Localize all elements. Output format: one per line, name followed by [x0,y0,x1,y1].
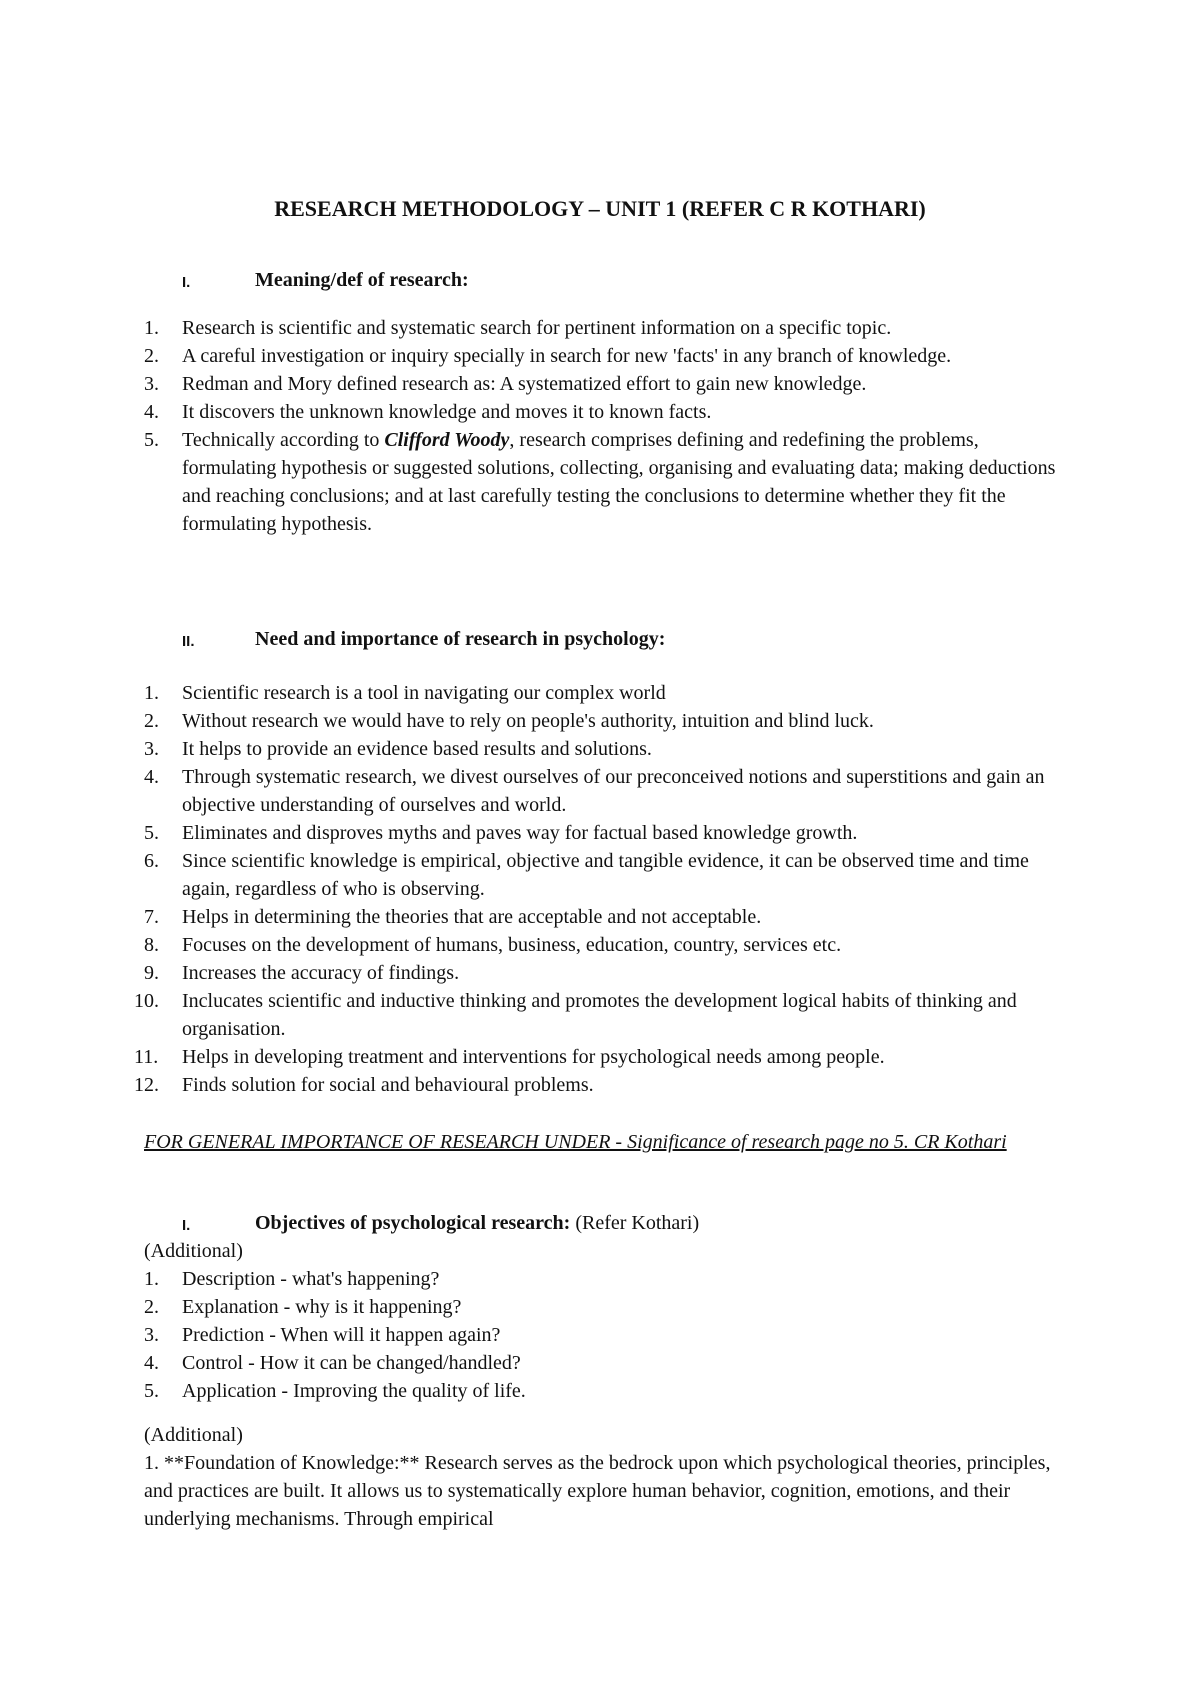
list-item [144,903,1074,931]
list-number: 4. [144,766,159,788]
list-text: Eliminates and disproves myths and paves way for factual based knowledge growth. [182,822,858,844]
list-item [144,959,1074,987]
list-item [144,314,1074,342]
list-number: 1. [144,317,159,339]
list-text: Focuses on the development of humans, business, education, country, services etc. [182,934,842,956]
list-item [144,763,1074,819]
list-item [144,1377,1074,1405]
list-text: Finds solution for social and behavioural problems. [182,1074,594,1096]
list-number: 9. [144,962,159,984]
list-item [144,398,1074,426]
objectives-list [144,1265,1074,1405]
list-text: Since scientific knowledge is empirical, objective and tangible evidence, it can be observed time and time again, regardless of who is observing. [182,850,1029,900]
foundation-paragraph: 1. **Foundation of Knowledge:** Research serves as the bedrock upon which psychological theories, principles, and practices are built. It allows us to systematically explore human behavior, cognition, emotions, and their underlying mechanisms. Through empirical [144,1452,1051,1530]
meaning-list [144,314,1074,538]
document-title: RESEARCH METHODOLOGY – UNIT 1 (REFER C R KOTHARI) [274,196,926,221]
list-number: 5. [144,429,159,451]
list-text: It helps to provide an evidence based results and solutions. [182,738,652,760]
list-text: Research is scientific and systematic search for pertinent information on a specific topic. [182,317,892,339]
additional-label: (Additional) [144,1424,243,1446]
section-heading-text: Objectives of psychological research: [255,1212,571,1234]
author-name-emphasis: Clifford Woody [384,429,510,451]
list-number: 11. [134,1046,159,1068]
list-item [144,707,1074,735]
need-list [134,679,1074,1099]
list-text: Explanation - why is it happening? [182,1296,462,1318]
list-number: 2. [144,345,159,367]
list-text: A careful investigation or inquiry specially in search for new 'facts' in any branch of knowledge. [182,345,952,367]
list-number: 4. [144,401,159,423]
list-item [144,1265,1074,1293]
list-number: 12. [134,1074,159,1096]
list-text: Prediction - When will it happen again? [182,1324,501,1346]
list-text: Without research we would have to rely on people's authority, intuition and blind luck. [182,710,874,732]
general-importance-note: FOR GENERAL IMPORTANCE OF RESEARCH UNDER - Significance of research page no 5. CR Kothari [144,1131,1007,1153]
list-item [134,1071,1074,1099]
list-text: Description - what's happening? [182,1268,440,1290]
list-item [144,342,1074,370]
additional-label: (Additional) [144,1240,243,1262]
list-number: 2. [144,1296,159,1318]
section-heading-note: (Refer Kothari) [570,1212,700,1234]
list-number: 7. [144,906,159,928]
list-text: Helps in developing treatment and interventions for psychological needs among people. [182,1046,885,1068]
section-roman-numeral: I. [182,1217,191,1234]
list-number: 3. [144,738,159,760]
section-heading-text: Need and importance of research in psychology: [255,628,666,650]
list-number: 2. [144,710,159,732]
list-text: Increases the accuracy of findings. [182,962,460,984]
section-roman-numeral: I. [182,274,191,291]
list-item [144,931,1074,959]
list-text: It discovers the unknown knowledge and moves it to known facts. [182,401,712,423]
list-number: 5. [144,822,159,844]
list-item [134,987,1074,1043]
list-item [144,847,1074,903]
list-text-before: Technically according to [182,429,385,451]
section-heading-text: Meaning/def of research: [255,269,469,291]
list-number: 3. [144,1324,159,1346]
list-number: 1. [144,682,159,704]
list-item [144,1321,1074,1349]
list-text: Through systematic research, we divest ourselves of our preconceived notions and superstitions and gain an objective understanding of ourselves and world. [182,766,1045,816]
list-number: 3. [144,373,159,395]
list-item [144,370,1074,398]
list-item [144,735,1074,763]
list-number: 10. [134,990,159,1012]
list-number: 4. [144,1352,159,1374]
list-text: Redman and Mory defined research as: A systematized effort to gain new knowledge. [182,373,867,395]
list-item [144,819,1074,847]
list-text: Application - Improving the quality of life. [182,1380,526,1402]
list-item [144,1349,1074,1377]
section-roman-numeral: II. [182,633,195,650]
list-text-after: , research comprises defining and redefining the problems, formulating hypothesis or suggested solutions, collecting, organising and evaluating data; making deductions and reaching conclusions; and at last carefully testing the conclusions to determine whether they fit the formulating hypothesis. [182,429,1056,535]
list-item [134,1043,1074,1071]
list-number: 8. [144,934,159,956]
list-item [144,679,1074,707]
list-text: Helps in determining the theories that are acceptable and not acceptable. [182,906,762,928]
list-number: 5. [144,1380,159,1402]
list-text: Inclucates scientific and inductive thinking and promotes the development logical habits of thinking and organisation. [182,990,1017,1040]
list-number: 1. [144,1268,159,1290]
list-item [144,426,1074,538]
list-text: Scientific research is a tool in navigating our complex world [182,682,666,704]
list-item [144,1293,1074,1321]
list-number: 6. [144,850,159,872]
list-text: Control - How it can be changed/handled? [182,1352,521,1374]
